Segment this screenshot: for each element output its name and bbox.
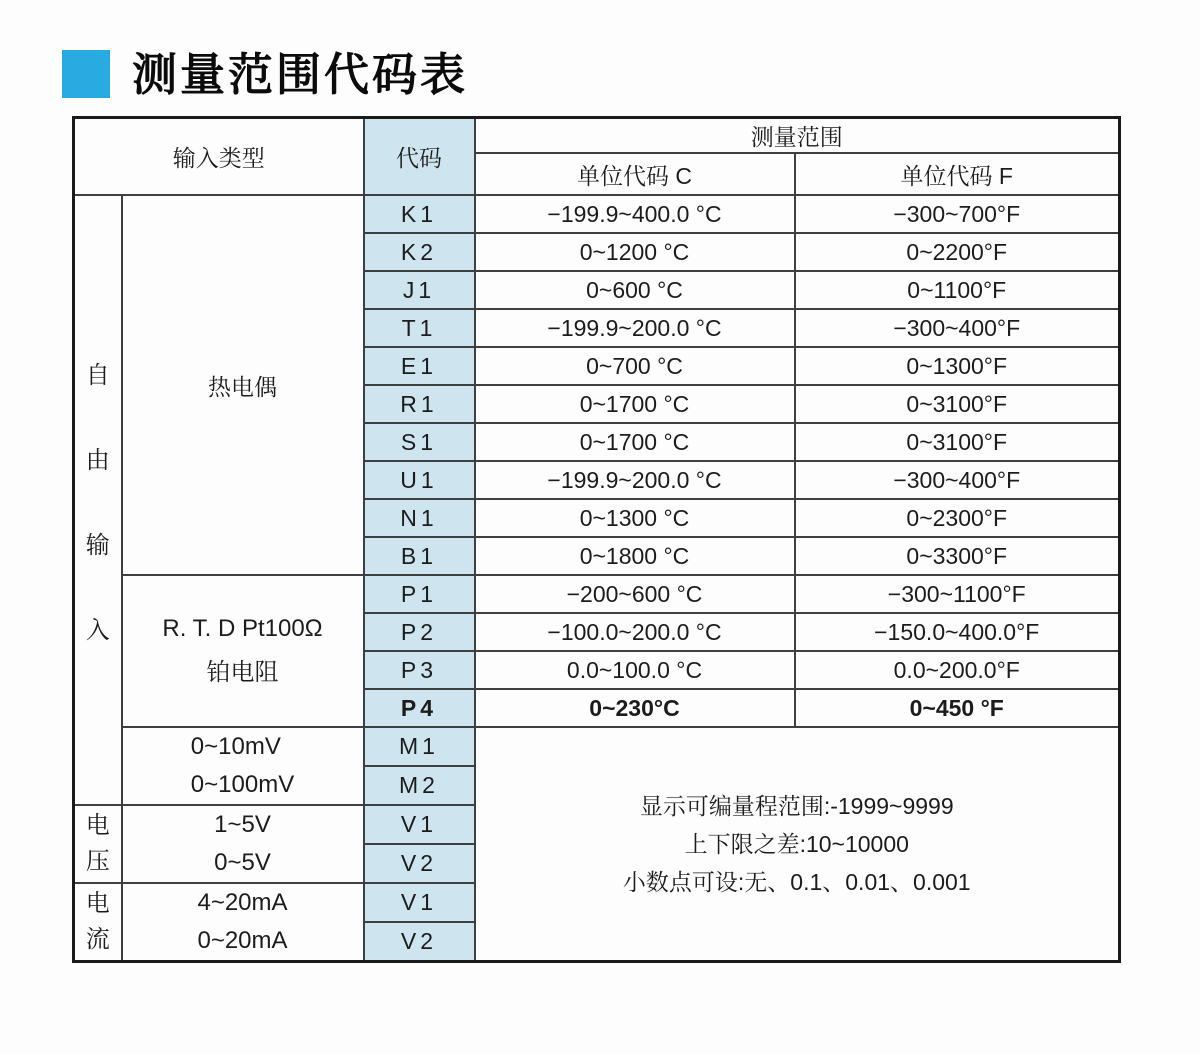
code-cell: E1: [364, 347, 475, 385]
voltage-char: 电: [85, 811, 110, 839]
table-row: [74, 727, 1120, 766]
code-cell: P1: [364, 575, 475, 613]
code-cell: K2: [364, 233, 475, 271]
range-c-value: 0~1200 °C: [475, 233, 795, 271]
range-c-value: 0~1300 °C: [475, 499, 795, 537]
title-accent-square-icon: [62, 50, 110, 98]
range-c-value: 0~230°C: [475, 689, 795, 727]
voltage-range-line2: 0~5V: [214, 849, 271, 876]
range-f-value: 0~3300°F: [795, 537, 1120, 575]
table-row: [74, 195, 1120, 233]
range-f-value: 0~1100°F: [795, 271, 1120, 309]
code-cell: K1: [364, 195, 475, 233]
range-f-value: 0~450 °F: [795, 689, 1120, 727]
range-f-value: 0~3100°F: [795, 423, 1120, 461]
programmable-range-note: [475, 727, 1120, 962]
note-line: 上下限之差:10~10000: [684, 831, 909, 857]
current-char: 电: [85, 889, 110, 917]
range-f-value: 0~1300°F: [795, 347, 1120, 385]
range-c-value: −199.9~400.0 °C: [475, 195, 795, 233]
free-input-char: 自: [85, 362, 110, 389]
code-cell: P4: [364, 689, 475, 727]
header-code: 代码: [364, 118, 475, 196]
header-unit-code-c: 单位代码 C: [475, 153, 795, 195]
range-c-value: −199.9~200.0 °C: [475, 309, 795, 347]
measurement-range-table: [72, 116, 1121, 963]
group-free-input: [74, 195, 122, 805]
code-cell: M1: [364, 727, 475, 766]
section-header: [62, 50, 468, 98]
header-input-type: 输入类型: [74, 118, 364, 196]
free-input-char: 由: [85, 447, 110, 474]
range-f-value: −300~400°F: [795, 309, 1120, 347]
rtd-label-line1: R. T. D Pt100Ω: [162, 615, 323, 642]
range-c-value: −100.0~200.0 °C: [475, 613, 795, 651]
range-c-value: 0~1700 °C: [475, 385, 795, 423]
free-input-char: 输: [85, 532, 110, 559]
header-measure-range: 测量范围: [475, 118, 1120, 154]
code-cell: J1: [364, 271, 475, 309]
code-cell: U1: [364, 461, 475, 499]
code-cell: V1: [364, 883, 475, 922]
range-c-value: −199.9~200.0 °C: [475, 461, 795, 499]
code-cell: M2: [364, 766, 475, 805]
free-input-char: 入: [85, 617, 110, 644]
range-f-value: −300~700°F: [795, 195, 1120, 233]
current-range-line2: 0~20mA: [197, 927, 288, 954]
group-rtd: [122, 575, 364, 727]
table-row: [74, 575, 1120, 613]
code-cell: V2: [364, 922, 475, 961]
range-f-value: 0.0~200.0°F: [795, 651, 1120, 689]
code-cell: B1: [364, 537, 475, 575]
code-cell: V2: [364, 844, 475, 883]
range-f-value: 0~3100°F: [795, 385, 1120, 423]
voltage-range-line1: 1~5V: [214, 811, 271, 838]
rtd-label-line2: 铂电阻: [206, 659, 279, 686]
range-c-value: 0~600 °C: [475, 271, 795, 309]
mv-range-line2: 0~100mV: [190, 771, 295, 798]
code-cell: N1: [364, 499, 475, 537]
current-char: 流: [85, 926, 110, 953]
note-line: 显示可编量程范围:-1999~9999: [639, 793, 954, 819]
group-current: [74, 883, 122, 962]
range-c-value: −200~600 °C: [475, 575, 795, 613]
code-cell: S1: [364, 423, 475, 461]
range-c-value: 0~700 °C: [475, 347, 795, 385]
range-c-value: 0~1700 °C: [475, 423, 795, 461]
range-f-value: −300~1100°F: [795, 575, 1120, 613]
range-f-value: −300~400°F: [795, 461, 1120, 499]
page-title: 测量范围代码表: [132, 48, 469, 100]
header-unit-code-f: 单位代码 F: [795, 153, 1120, 195]
range-f-value: 0~2200°F: [795, 233, 1120, 271]
group-voltage-ranges: [122, 805, 364, 883]
range-c-value: 0.0~100.0 °C: [475, 651, 795, 689]
range-f-value: 0~2300°F: [795, 499, 1120, 537]
group-thermocouple: 热电偶: [122, 195, 364, 575]
group-voltage: [74, 805, 122, 883]
group-millivolt: [122, 727, 364, 805]
group-current-ranges: [122, 883, 364, 962]
code-cell: R1: [364, 385, 475, 423]
code-cell: P3: [364, 651, 475, 689]
code-cell: T1: [364, 309, 475, 347]
code-cell: P2: [364, 613, 475, 651]
range-c-value: 0~1800 °C: [475, 537, 795, 575]
current-range-line1: 4~20mA: [197, 889, 288, 916]
voltage-char: 压: [85, 848, 110, 875]
mv-range-line1: 0~10mV: [190, 733, 281, 760]
code-cell: V1: [364, 805, 475, 844]
range-f-value: −150.0~400.0°F: [795, 613, 1120, 651]
note-line: 小数点可设:无、0.1、0.01、0.001: [622, 869, 971, 895]
